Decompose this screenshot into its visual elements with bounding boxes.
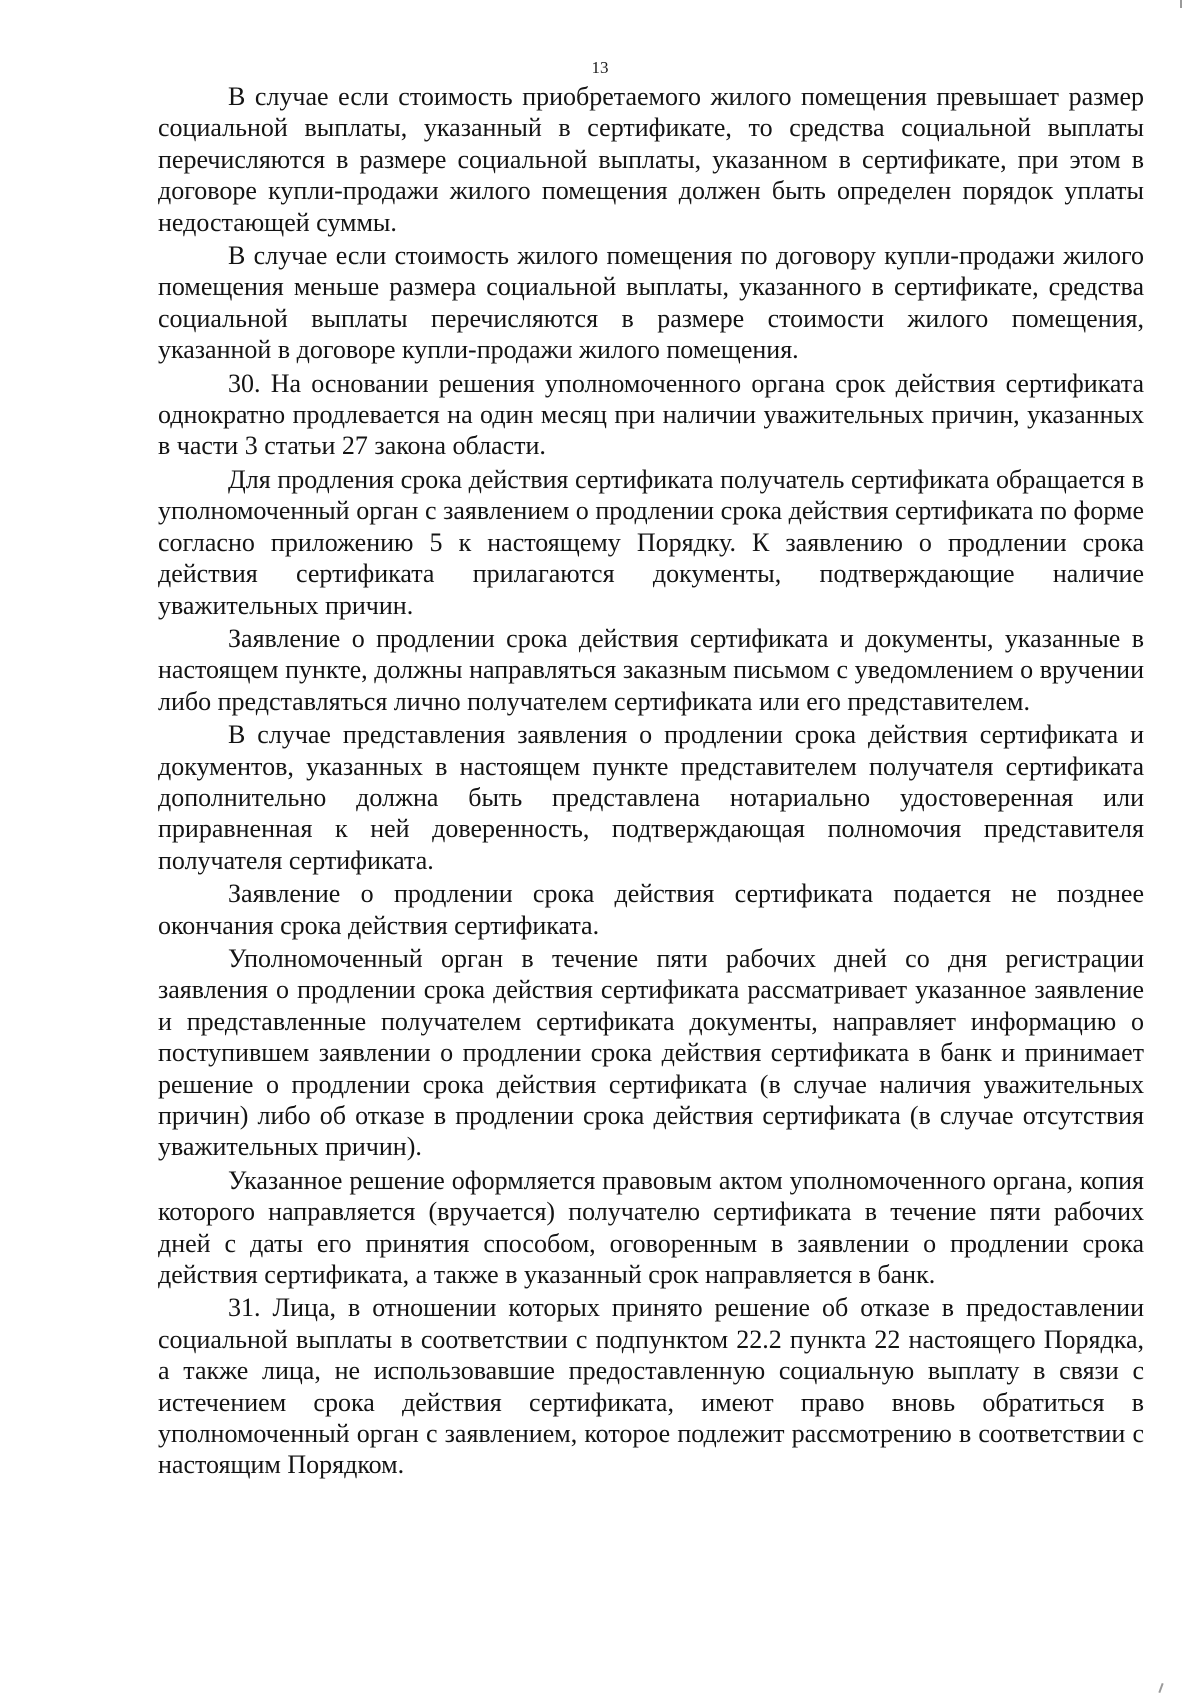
paragraph-representative: В случае представления заявления о продлении срока действия сертификата и документов, указанных в настоящем пункте представителем получателя сертификата дополнительно должна быть представлена нотариально удостоверенная или приравненная к ней доверенность, подтверждающая полномочия представителя получателя сертификата. <box>158 720 1144 875</box>
paragraph-item-31: 31. Лица, в отношении которых принято решение об отказе в предоставлении социальной выплаты в соответствии с подпунктом 22.2 пункта 22 настоящего Порядка, а также лица, не использовавшие предоставленную социальную выплату в связи с истечением срока действия сертификата, имеют право вновь обратиться в уполномоченный орган с заявлением, которое подлежит рассмотрению в соответствии с настоящим Порядком. <box>158 1293 1144 1480</box>
paragraph-cost-less: В случае если стоимость жилого помещения по договору купли-продажи жилого помещения меньше размера социальной выплаты, указанного в сертификате, средства социальной выплаты перечисляются в размере стоимости жилого помещения, указанной в договоре купли-продажи жилого помещения. <box>158 241 1144 365</box>
document-body <box>158 81 1144 1483</box>
scan-mark-top <box>1180 0 1182 8</box>
paragraph-decision: Указанное решение оформляется правовым актом уполномоченного органа, копия которого направляется (вручается) получателю сертификата в течение пяти рабочих дней с даты его принятия способом, оговоренным в заявлении о продлении срока действия сертификата, а также в указанный срок направляется в банк. <box>158 1165 1144 1290</box>
page-number: 13 <box>591 58 609 77</box>
paragraph-extension-request: Для продления срока действия сертификата получатель сертификата обращается в уполномоченный орган с заявлением о продлении срока действия сертификата по форме согласно приложению 5 к настоящему Порядку. К заявлению о продлении срока действия сертификата прилагаются документы, подтверждающие наличие уважительных причин. <box>158 464 1144 620</box>
paragraph-submission-method: Заявление о продлении срока действия сертификата и документы, указанные в настоящем пункте, должны направляться заказным письмом с уведомлением о вручении либо представляться лично получателем сертификата или его представителем. <box>158 623 1144 716</box>
paragraph-deadline: Заявление о продлении срока действия сертификата подается не позднее окончания срока действия сертификата. <box>158 879 1144 940</box>
paragraph-cost-exceeds: В случае если стоимость приобретаемого жилого помещения превышает размер социальной выплаты, указанный в сертификате, то средства социальной выплаты перечисляются в размере социальной выплаты, указанном в сертификате, при этом в договоре купли-продажи жилого помещения должен быть определен порядок уплаты недостающей суммы. <box>158 82 1144 237</box>
paragraph-review: Уполномоченный орган в течение пяти рабочих дней со дня регистрации заявления о продлении срока действия сертификата рассматривает указанное заявление и представленные получателем сертификата документы, направляет информацию о поступившем заявлении о продлении срока действия сертификата в банк и принимает решение о продлении срока действия сертификата (в случае наличия уважительных причин) либо об отказе в продлении срока действия сертификата (в случае отсутствия уважительных причин). <box>158 943 1144 1162</box>
scan-mark-bottom <box>1158 1683 1163 1693</box>
paragraph-item-30: 30. На основании решения уполномоченного органа срок действия сертификата однократно продлевается на один месяц при наличии уважительных причин, указанных в части 3 статьи 27 закона области. <box>158 368 1144 461</box>
